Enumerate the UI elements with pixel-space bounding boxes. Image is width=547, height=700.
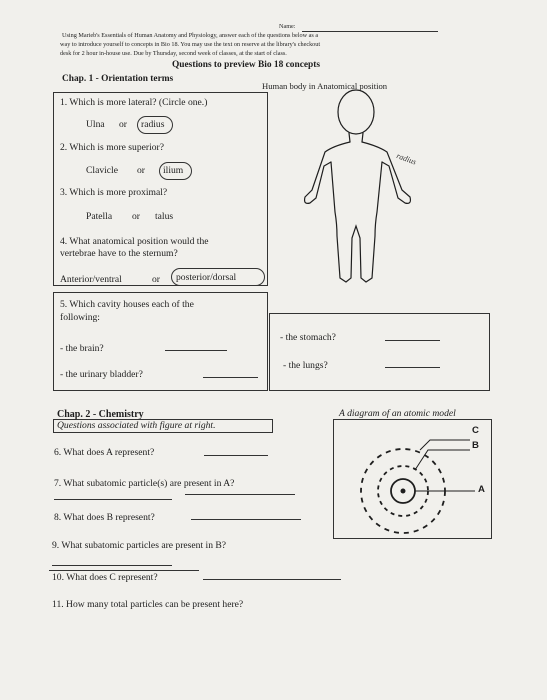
- handwritten-radius-note: radius: [395, 151, 418, 167]
- q2-text: 2. Which is more superior?: [60, 142, 164, 153]
- q9-text: 9. What subatomic particles are present in B?: [52, 540, 227, 551]
- chapter2-subtitle: Questions associated with figure at right.: [57, 420, 216, 431]
- q11-text: 11. How many total particles can be present here?: [52, 599, 244, 610]
- body-figure-label: Human body in Anatomical position: [262, 81, 388, 91]
- q6-text: 6. What does A represent?: [54, 447, 155, 458]
- intro-line-1: Using Marieb's Essentials of Human Anatomy and Physiology, answer each of the questions below as a: [62, 32, 319, 39]
- pointer-b: [415, 450, 470, 470]
- chapter1-title: Chap. 1 - Orientation terms: [62, 74, 174, 84]
- q4-option-anterior: Anterior/ventral: [60, 274, 122, 285]
- q4-option-posterior: posterior/dorsal: [176, 272, 237, 283]
- atomic-label-a: A: [478, 484, 485, 495]
- q1-option-radius: radius: [141, 119, 165, 130]
- q1-text: 1. Which is more lateral? (Circle one.): [60, 97, 208, 108]
- q5-text-line1: 5. Which cavity houses each of the: [60, 299, 194, 310]
- pointer-c: [420, 440, 470, 450]
- atomic-figure-label: A diagram of an atomic model: [339, 408, 456, 419]
- q8-text: 8. What does B represent?: [54, 512, 155, 523]
- nucleus-dot: [401, 489, 406, 494]
- q5-brain-text: - the brain?: [60, 343, 104, 354]
- q1-option-ulna: Ulna: [86, 119, 105, 130]
- q3-text: 3. Which is more proximal?: [60, 187, 168, 198]
- q1-or: or: [119, 119, 127, 130]
- q4-or: or: [152, 274, 160, 285]
- q10-text: 10. What does C represent?: [52, 572, 158, 583]
- q3-option-talus: talus: [155, 211, 174, 222]
- chapter2-title: Chap. 2 - Chemistry: [57, 409, 144, 420]
- page-title: Questions to preview Bio 18 concepts: [172, 60, 320, 70]
- q7-text: 7. What subatomic particle(s) are present in A?: [54, 478, 235, 489]
- intro-line-2: way to introduce yourself to concepts in Bio 18. You may use the text on reserve at the library's checkout: [60, 41, 321, 48]
- q2-option-ilium: ilium: [163, 165, 184, 176]
- q2-or: or: [137, 165, 145, 176]
- q5-lungs-text: - the lungs?: [283, 360, 328, 371]
- intro-line-3: desk for 2 hour in-house use. Due by Thursday, second week of classes, at the start of class.: [60, 50, 287, 57]
- atomic-label-c: C: [472, 425, 479, 436]
- q3-option-patella: Patella: [86, 211, 113, 222]
- q4-text-line2: vertebrae have to the sternum?: [60, 248, 178, 259]
- q4-text-line1: 4. What anatomical position would the: [60, 236, 209, 247]
- name-label: Name:: [279, 23, 296, 30]
- q2-option-clavicle: Clavicle: [86, 165, 118, 176]
- q5-bladder-text: - the urinary bladder?: [60, 369, 143, 380]
- q5-stomach-text: - the stomach?: [280, 332, 336, 343]
- q3-or: or: [132, 211, 140, 222]
- atomic-label-b: B: [472, 440, 479, 451]
- q5-text-line2: following:: [60, 312, 100, 323]
